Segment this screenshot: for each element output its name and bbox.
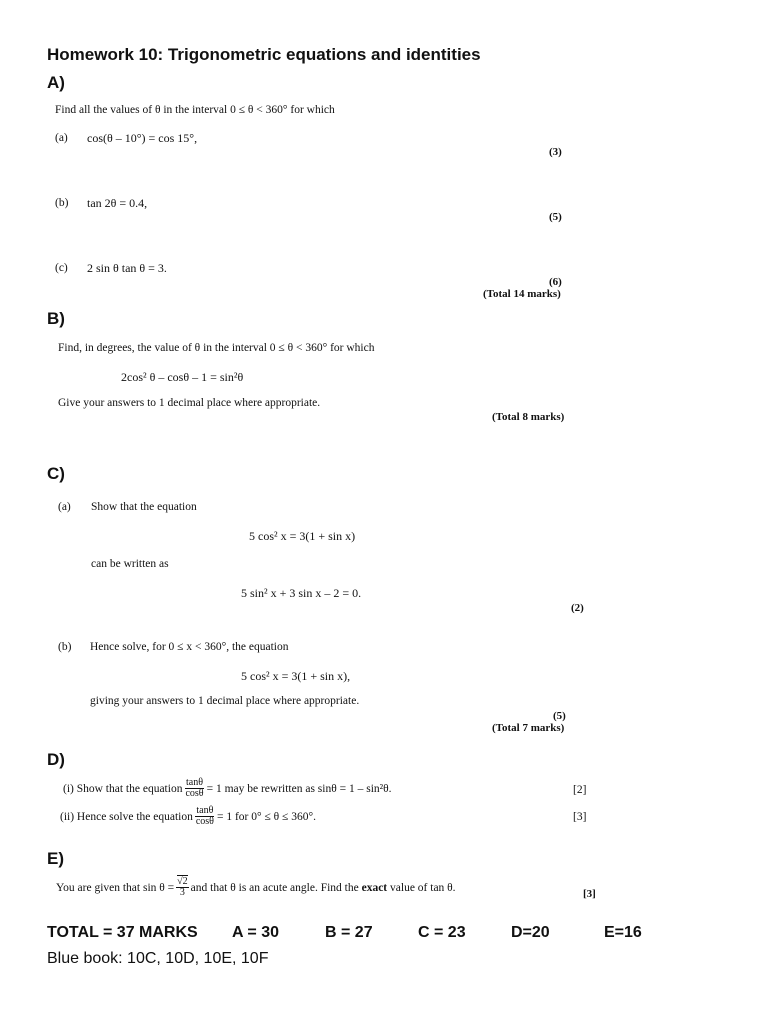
e-fraction (176, 877, 189, 898)
c-part-b-marks: (5) (553, 710, 566, 722)
section-a-label: A) (47, 73, 65, 92)
c-part-a-label: (a) (58, 501, 71, 513)
blue-book-reference: Blue book: 10C, 10D, 10E, 10F (47, 950, 269, 967)
c-equation-2: 5 sin² x + 3 sin x – 2 = 0. (241, 586, 362, 600)
d-part-i-denominator: cosθ (185, 788, 204, 799)
grade-d: D=20 (511, 924, 550, 941)
a-part-c-label: (c) (55, 262, 68, 274)
c-total-marks: (Total 7 marks) (492, 722, 565, 734)
section-b-label: B) (47, 309, 65, 328)
section-b-equation: 2cos² θ – cosθ – 1 = sin²θ (121, 370, 244, 384)
e-question-text: You are given that sin θ = (56, 881, 175, 894)
a-part-b-equation: tan 2θ = 0.4, (87, 196, 148, 210)
e-question-exact: exact (361, 881, 388, 894)
section-d-label: D) (47, 750, 65, 769)
d-part-ii-rest: = 1 for 0° ≤ θ ≤ 360°. (216, 810, 316, 823)
d-part-i (63, 778, 391, 799)
a-part-a-label: (a) (55, 132, 68, 144)
a-part-a-marks: (3) (549, 146, 562, 158)
section-b-intro: Find, in degrees, the value of θ in the interval 0 ≤ θ < 360° for which (58, 342, 375, 354)
d-part-ii-fraction (195, 806, 215, 827)
d-part-i-rest: = 1 may be rewritten as sinθ = 1 – sin²θ. (206, 782, 392, 795)
d-part-ii-text: (ii) Hence solve the equation (60, 810, 193, 823)
c-part-a-text: Show that the equation (91, 501, 197, 513)
e-question-rest-1: and that θ is an acute angle. Find the (190, 881, 359, 894)
d-part-ii-denominator: cosθ (195, 816, 214, 827)
d-part-i-fraction (184, 778, 204, 799)
d-part-ii (60, 806, 316, 827)
e-numerator-value: √2 (177, 876, 188, 887)
e-question-rest-2: value of tan θ. (390, 881, 456, 894)
a-part-a-equation: cos(θ – 10°) = cos 15°, (87, 131, 198, 145)
a-part-b-label: (b) (55, 197, 69, 209)
d-part-ii-numerator: tanθ (196, 805, 214, 816)
grade-c: C = 23 (418, 924, 466, 941)
section-a-intro: Find all the values of θ in the interval 0 ≤ θ < 360° for which (55, 104, 335, 116)
e-denominator: 3 (179, 887, 185, 898)
a-part-c-equation: 2 sin θ tan θ = 3. (87, 261, 167, 275)
d-part-i-marks: [2] (573, 784, 587, 796)
c-equation-3: 5 cos² x = 3(1 + sin x), (241, 669, 351, 683)
c-part-b-note: giving your answers to 1 decimal place where appropriate. (90, 695, 360, 707)
grade-a: A = 30 (232, 924, 279, 941)
c-part-a-marks: (2) (571, 602, 584, 614)
section-b-note: Give your answers to 1 decimal place where appropriate. (58, 397, 321, 409)
a-part-b-marks: (5) (549, 211, 562, 223)
grade-b: B = 27 (325, 924, 373, 941)
c-part-b-label: (b) (58, 641, 72, 653)
a-total-marks: (Total 14 marks) (483, 288, 561, 300)
section-c-label: C) (47, 464, 65, 483)
total-marks: TOTAL = 37 MARKS (47, 924, 198, 941)
d-part-ii-marks: [3] (573, 811, 587, 823)
page-title: Homework 10: Trigonometric equations and identities (47, 45, 481, 64)
c-part-b-text: Hence solve, for 0 ≤ x < 360°, the equation (90, 641, 289, 653)
section-e-label: E) (47, 849, 64, 868)
c-mid-text: can be written as (91, 558, 169, 570)
grade-e: E=16 (604, 924, 642, 941)
d-part-i-numerator: tanθ (186, 777, 204, 788)
e-question (56, 877, 456, 898)
c-equation-1: 5 cos² x = 3(1 + sin x) (249, 529, 356, 543)
d-part-i-text: (i) Show that the equation (63, 782, 183, 795)
e-marks: [3] (583, 888, 596, 900)
b-total-marks: (Total 8 marks) (492, 411, 565, 423)
a-part-c-marks: (6) (549, 276, 562, 288)
